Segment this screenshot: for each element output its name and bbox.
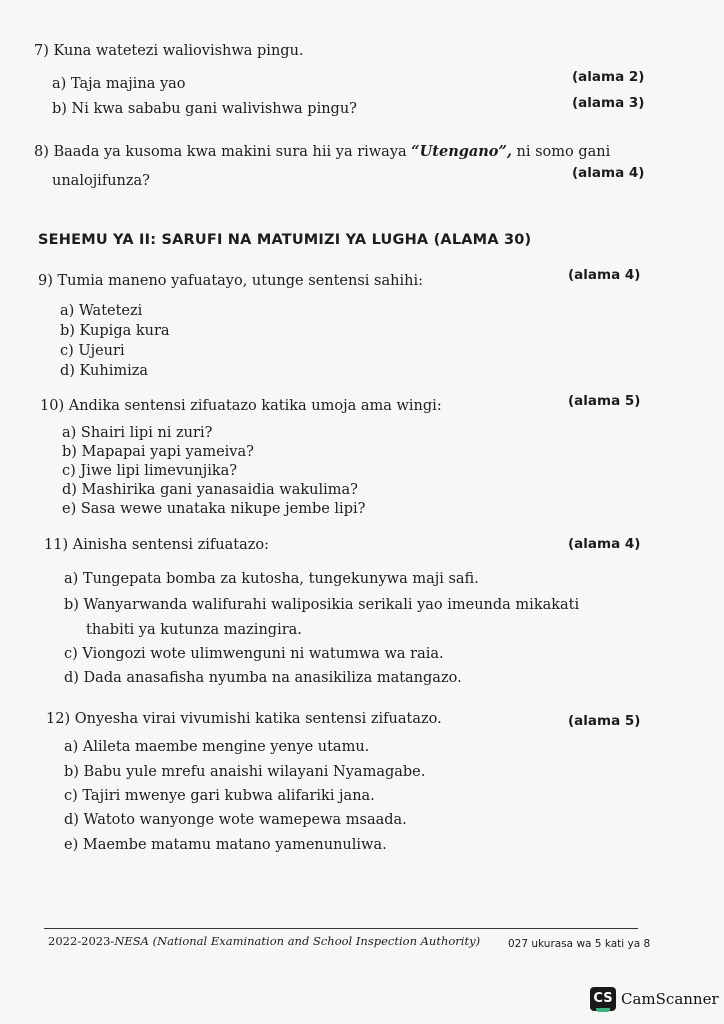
question-11-item: c) Viongozi wote ulimwenguni ni watumwa wa raia. — [64, 646, 444, 662]
question-9-item: b) Kupiga kura — [60, 323, 170, 339]
question-11-item: d) Dada anasafisha nyumba na anasikiliza matangazo. — [64, 670, 462, 686]
question-12-item: c) Tajiri mwenye gari kubwa alifariki jana. — [64, 788, 375, 804]
question-7a: a) Taja majina yao — [52, 76, 186, 92]
question-7b-marks: (alama 3) — [572, 95, 645, 111]
question-10-marks: (alama 5) — [568, 393, 641, 409]
question-12-item: a) Alileta maembe mengine yenye utamu. — [64, 739, 370, 755]
question-12-item: e) Maembe matamu matano yamenunuliwa. — [64, 837, 387, 853]
question-12-item: b) Babu yule mrefu anaishi wilayani Nyamagabe. — [64, 764, 426, 780]
question-11-item: b) Wanyarwanda walifurahi waliposikia serikali yao imeunda mikakati — [64, 597, 580, 613]
question-10-item: b) Mapapai yapi yameiva? — [62, 444, 254, 460]
footer-page-number: 027 ukurasa wa 5 kati ya 8 — [508, 938, 651, 950]
question-9-marks: (alama 4) — [568, 267, 641, 283]
question-8-prefix: 8) Baada ya kusoma kwa makini sura hii ya riwaya — [34, 144, 412, 160]
question-12-marks: (alama 5) — [568, 713, 641, 729]
question-9-item: c) Ujeuri — [60, 343, 125, 359]
footer-institution-name: NESA (National Examination and School Inspection Authority) — [114, 934, 481, 948]
question-12-text: 12) Onyesha virai vivumishi katika sentensi zifuatazo. — [46, 711, 442, 727]
question-12-item: d) Watoto wanyonge wote wamepewa msaada. — [64, 812, 407, 828]
footer-year: 2022-2023- — [48, 934, 115, 948]
section-heading: SEHEMU YA II: SARUFI NA MATUMIZI YA LUGHA (ALAMA 30) — [38, 232, 532, 248]
question-9-item: d) Kuhimiza — [60, 363, 149, 379]
question-8-suffix: ni somo gani — [511, 144, 611, 160]
question-10-item: c) Jiwe lipi limevunjika? — [62, 463, 238, 479]
question-9-item: a) Watetezi — [60, 303, 143, 319]
camscanner-logo-icon: CS — [590, 987, 616, 1011]
question-10-item: e) Sasa wewe unataka nikupe jembe lipi? — [62, 501, 366, 517]
question-10-item: d) Mashirika gani yanasaidia wakulima? — [62, 482, 358, 498]
question-11-marks: (alama 4) — [568, 536, 641, 552]
footer-divider — [44, 928, 638, 929]
question-7-text: 7) Kuna watetezi waliovishwa pingu. — [34, 43, 304, 59]
question-9-text: 9) Tumia maneno yafuatayo, utunge sentensi sahihi: — [38, 273, 423, 289]
question-7a-marks: (alama 2) — [572, 69, 645, 85]
question-11-text: 11) Ainisha sentensi zifuatazo: — [44, 537, 269, 553]
question-8-novel-title: “Utengano”, — [411, 143, 512, 160]
question-7b: b) Ni kwa sababu gani walivishwa pingu? — [52, 101, 357, 117]
question-11-item: a) Tungepata bomba za kutosha, tungekunywa maji safi. — [64, 571, 479, 587]
question-8-line1 — [34, 143, 610, 161]
question-10-text: 10) Andika sentensi zifuatazo katika umoja ama wingi: — [40, 398, 442, 414]
question-10-item: a) Shairi lipi ni zuri? — [62, 425, 213, 441]
question-8-marks: (alama 4) — [572, 165, 645, 181]
camscanner-watermark-text: CamScanner — [621, 990, 719, 1008]
question-11-item-continuation: thabiti ya kutunza mazingira. — [86, 622, 302, 638]
question-8-line2: unalojifunza? — [52, 173, 150, 189]
footer-institution — [48, 934, 480, 948]
